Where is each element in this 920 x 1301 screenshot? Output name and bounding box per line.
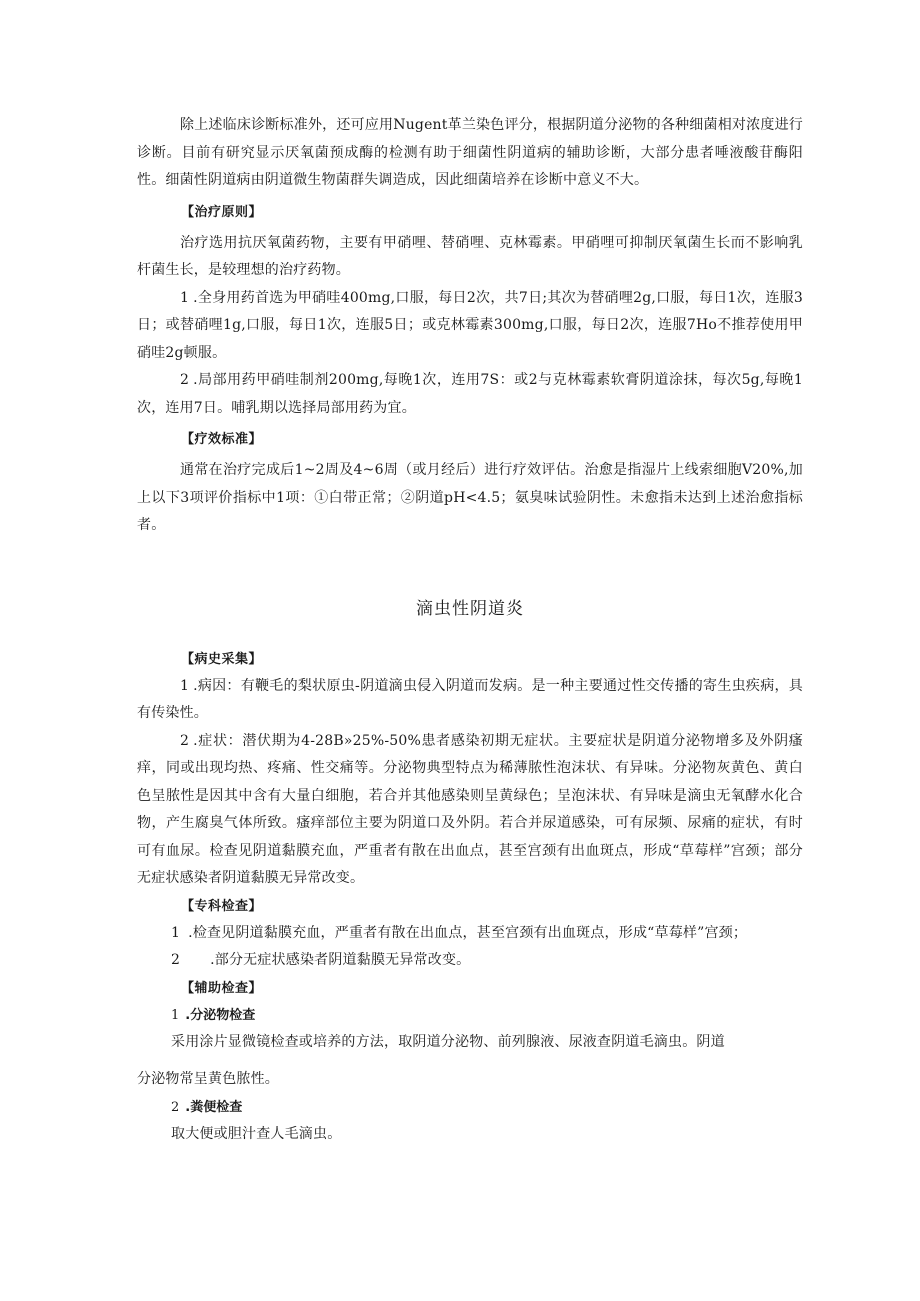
item-number: 1: [171, 1007, 180, 1023]
exam-item-2: [137, 947, 803, 975]
item-number: 1: [180, 289, 190, 306]
item-title: .分泌物检查: [185, 1007, 256, 1023]
item-title: .粪便检查: [185, 1099, 243, 1115]
paragraph-treatment-intro: 治疗选用抗厌氧菌药物，主要有甲硝哩、替硝哩、克林霉素。甲硝哩可抑制厌氧菌生长而不影响乳杆菌生长，是较理想的治疗药物。: [137, 234, 803, 278]
paragraph-diagnosis-methods: 除上述临床诊断标准外，还可应用Nugent革兰染色评分，根据阴道分泌物的各种细菌相对浓度进行诊断。目前有研究显示厌氧菌预成酶的检测有助于细菌性阴道病的辅助诊断，大部分患者唾液酸苷酶阳性。细菌性阴道病由阴道微生物菌群失调造成，因此细菌培养在诊断中意义不大。: [137, 117, 803, 188]
aux-secretion-text-line2: 分泌物常呈黄色脓性。: [137, 1071, 279, 1087]
item-text: .部分无症状感染者阴道黏膜无异常改变。: [210, 952, 471, 968]
heading-history: 【病史采集】: [181, 651, 263, 667]
aux-subheading-stool: [137, 1094, 803, 1121]
item-text: .局部用药甲硝哇制剂200mg,每晚1次，连用7S：或2与克林霉素软膏阴道涂抹，每次5g,每晚1次，连用7日。哺乳期以选择局部用药为宜。: [137, 372, 803, 416]
item-text: .全身用药首选为甲硝哇400mg,口服，每日2次，共7日;其次为替硝哩2g,口服，每日1次，连服3日；或替硝哩1g,口服，每日1次，连服5日；或克林霉素300mg,口服，每日2次，连服7Ho不推荐使用甲硝哇2g顿服。: [137, 289, 803, 361]
treatment-item-1: [137, 285, 803, 368]
item-number: 2: [171, 1099, 180, 1115]
heading-treatment-principle: 【治疗原则】: [181, 204, 263, 220]
heading-auxiliary-exam: 【辅助检查】: [181, 980, 263, 996]
item-number: 2: [180, 732, 190, 749]
document-page: [137, 112, 803, 1148]
history-item-2: [137, 728, 803, 893]
item-number: 2: [171, 952, 181, 968]
heading-specialist-exam: 【专科检查】: [181, 898, 263, 914]
item-text: .检查见阴道黏膜充血，严重者有散在出血点，甚至宫颈有出血斑点，形成“草莓样”宫颈；: [188, 924, 748, 941]
aux-secretion-text-line1: 采用涂片显微镜检查或培养的方法，取阴道分泌物、前列腺液、尿液查阴道毛滴虫。阴道: [171, 1033, 725, 1050]
item-text: .症状：潜伏期为4-28B»25%-50%患者感染初期无症状。主要症状是阴道分泌物增多及外阴瘙痒，同或出现均热、疼痛、性交痛等。分泌物典型特点为稀薄脓性泡沫状、有异味。分泌物灰黄色、黄白色呈脓性是因其中含有大量白细胞，若合并其他感染则呈黄绿色；呈泡沫状、有异味是滴虫无氧酵水化合物，产生腐臭气体所致。瘙痒部位主要为阴道口及外阴。若合并尿道感染，可有尿频、尿痛的症状，有时可有血尿。检查见阴道黏膜充血，严重者有散在出血点，甚至宫颈有出血斑点，形成“草莓样”宫颈；部分无症状感染者阴道黏膜无异常改变。: [137, 732, 803, 886]
aux-stool-text: 取大便或胆汁查人毛滴虫。: [171, 1125, 342, 1142]
item-number: 1: [180, 677, 190, 694]
item-number: 2: [180, 372, 190, 388]
heading-efficacy-criteria: 【疗效标准】: [181, 432, 263, 447]
history-item-1: [137, 673, 803, 728]
item-text: .病因：有鞭毛的梨状原虫-阴道滴虫侵入阴道而发病。是一种主要通过性交传播的寄生虫疾病，具有传染性。: [137, 677, 803, 721]
section-title-trichomonas: 滴虫性阴道炎: [416, 598, 524, 619]
paragraph-efficacy: 通常在治疗完成后1~2周及4~6周（或月经后）进行疗效评估。治愈是指湿片上线索细胞V20%,加上以下3项评价指标中1项：①白带正常；②阴道pH<4.5；氨臭味试验阴性。未愈指未达到上述治愈指标者。: [137, 462, 803, 533]
treatment-item-2: [137, 367, 803, 422]
item-number: 1: [171, 924, 181, 941]
exam-item-1: [137, 920, 803, 948]
aux-subheading-secretion: [137, 1002, 803, 1029]
